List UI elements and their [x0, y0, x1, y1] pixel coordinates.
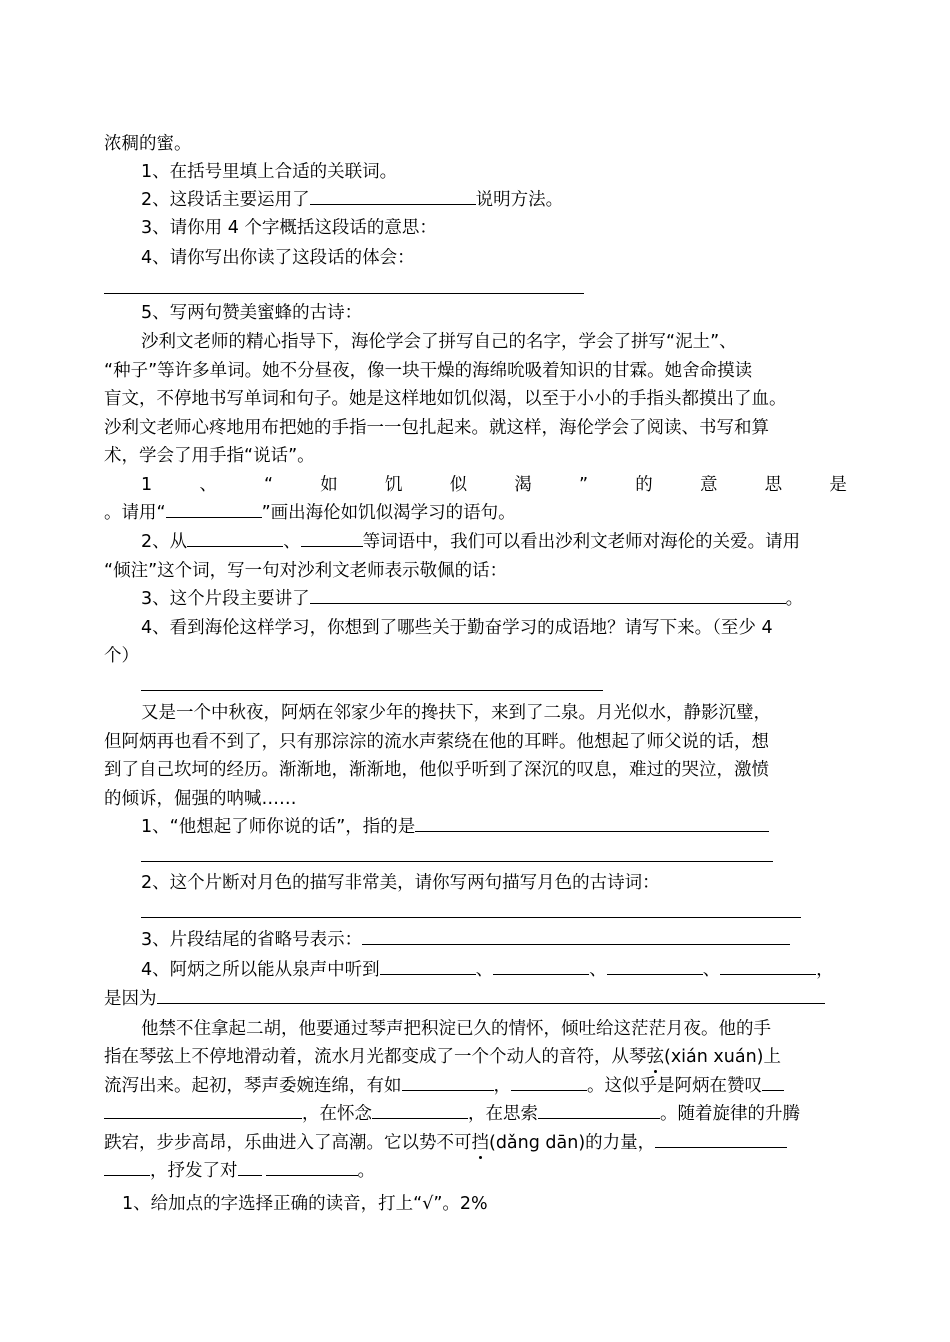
s4-l6-b: 。: [357, 1161, 375, 1181]
s2-q1-char: 是: [829, 475, 847, 495]
s2-answer-line[interactable]: [141, 690, 603, 691]
s4-l5-pinyin: (dǎng dān)的力量，: [489, 1133, 656, 1153]
s4-para-line-4: [104, 1100, 800, 1128]
s4-l3-comma: ，: [493, 1076, 511, 1096]
s3-q1-text: 1、“他想起了师你说的话”，指的是: [141, 817, 416, 837]
s4-para-line-1: 他禁不住拿起二胡，他要通过琴声把积淀已久的情怀，倾吐给这茫茫月夜。他的手: [141, 1019, 771, 1039]
s3-q4-blank-3[interactable]: [607, 956, 703, 975]
s4-blank-2[interactable]: [511, 1072, 587, 1091]
s2-q1-l2-suffix: ”画出海伦如饥似渴学习的语句。: [261, 503, 516, 523]
s2-q1-char: “: [264, 475, 274, 495]
s2-q3-suffix: 。: [785, 589, 804, 609]
s2-q1-char: 的: [635, 475, 653, 495]
passage-tail: 浓稠的蜜。: [104, 134, 192, 154]
s3-para-line-1: 又是一个中秋夜，阿炳在邻家少年的搀扶下，来到了二泉。月光似水，静影沉璧，: [141, 703, 771, 723]
s4-blank-6[interactable]: [655, 1129, 787, 1148]
s4-blank-7[interactable]: [238, 1157, 262, 1176]
dotted-char-xian: 弦: [646, 1047, 664, 1067]
s1-q2-prefix: 2、这段话主要运用了: [141, 190, 310, 210]
s4-para-line-5: [104, 1129, 787, 1157]
s3-q4-l2-text: 是因为: [104, 989, 157, 1009]
s1-question-1: 1、在括号里填上合适的关联词。: [141, 162, 398, 182]
s2-q2-prefix: 2、从: [141, 532, 188, 552]
s1-question-3: 3、请你用 4 个字概括这段话的意思：: [141, 218, 437, 238]
s2-para-line-2: “种子”等许多单词。她不分昼夜，像一块干燥的海绵吮吸着知识的甘霖。她舍命摸读: [104, 361, 753, 381]
s3-para-line-4: 的倾诉，倔强的呐喊……: [104, 789, 297, 809]
s3-q4-reason-blank[interactable]: [157, 985, 825, 1004]
s4-blank-4[interactable]: [372, 1100, 468, 1119]
s4-l4-a: ，在怀念: [302, 1104, 372, 1124]
s4-para-line-3: [104, 1072, 784, 1100]
s2-q1-char: 、: [199, 475, 217, 495]
s3-q4-sep: 、: [702, 960, 721, 980]
s2-q3-blank[interactable]: [310, 585, 786, 604]
s1-question-5: 5、写两句赞美蜜蜂的古诗：: [141, 303, 363, 323]
s4-para-line-2: [104, 1043, 781, 1071]
s2-question-1: [141, 471, 847, 499]
s1-answer-line[interactable]: [104, 293, 584, 294]
s1-question-4: 4、请你写出你读了这段话的体会：: [141, 248, 415, 268]
s4-l2-pinyin: (xián xuán)上: [664, 1047, 782, 1067]
s4-blank-3-cont[interactable]: [104, 1100, 302, 1119]
s2-q1-char: 如: [320, 475, 338, 495]
s4-l4-c: 。随着旋律的升腾: [660, 1104, 800, 1124]
s3-q2-answer-line[interactable]: [141, 917, 801, 918]
s2-q1-l2-prefix: 。请用“: [104, 503, 166, 523]
s3-question-4: [141, 956, 834, 984]
s3-q4-prefix: 4、阿炳之所以能从泉声中听到: [141, 960, 380, 980]
s3-question-1: [141, 813, 769, 841]
s4-blank-1[interactable]: [402, 1072, 494, 1091]
s2-q2-sep: 、: [283, 532, 301, 552]
s3-question-2: 2、这个片断对月色的描写非常美，请你写两句描写月色的古诗词：: [141, 873, 660, 893]
s3-q1-blank[interactable]: [415, 813, 769, 832]
s2-para-line-4: 沙利文老师心疼地用布把她的手指一一包扎起来。就这样，海伦学会了阅读、书写和算: [104, 418, 769, 438]
s4-blank-5[interactable]: [538, 1100, 660, 1119]
s3-q4-sep: 、: [589, 960, 607, 980]
s2-para-line-3: 盲文，不停地书写单词和句子。她是这样地如饥似渴，以至于小小的手指头都摸出了血。: [104, 389, 787, 409]
s2-question-1-cont: [104, 499, 516, 527]
s3-q4-sep: 、: [475, 960, 494, 980]
s2-q1-char: 饥: [384, 475, 403, 495]
s2-q2-blank-1[interactable]: [187, 528, 283, 547]
s4-blank-8[interactable]: [266, 1157, 358, 1176]
s2-q1-char: 1: [141, 475, 153, 495]
s2-para-line-5: 术，学会了用手指“说话”。: [104, 446, 315, 466]
s2-question-4: 4、看到海伦这样学习，你想到了哪些关于勤奋学习的成语地？请写下来。（至少 4: [141, 618, 773, 638]
s3-q3-text: 3、片段结尾的省略号表示：: [141, 930, 363, 950]
s4-l2-prefix: 指在琴弦上不停地滑动着，流水月光都变成了一个个动人的音符，从琴: [104, 1047, 647, 1067]
s3-question-4-cont: [104, 985, 825, 1013]
s4-l6-a: ，抒发了对: [150, 1161, 238, 1181]
s2-q3-prefix: 3、这个片段主要讲了: [141, 589, 310, 609]
dotted-char-dang: 挡: [471, 1133, 489, 1153]
s4-blank-3[interactable]: [762, 1072, 784, 1091]
s3-q4-blank-4[interactable]: [720, 956, 816, 975]
s4-l4-b: ，在思索: [468, 1104, 538, 1124]
s4-l5-prefix: 跌宕，步步高昂，乐曲进入了高潮。它以势不可: [104, 1133, 472, 1153]
s2-q1-blank[interactable]: [166, 499, 262, 518]
s1-q2-blank[interactable]: [310, 186, 476, 205]
s2-q1-char: 意: [699, 475, 718, 495]
s3-q1-answer-line[interactable]: [141, 861, 773, 862]
s2-question-2-cont: “倾注”这个词，写一句对沙利文老师表示敬佩的话：: [104, 561, 508, 581]
s1-question-2: [141, 186, 563, 214]
s4-question-1: 1、给加点的字选择正确的读音，打上“√”。2%: [122, 1194, 488, 1214]
s2-question-4-cont: 个）: [104, 646, 139, 666]
s4-l3-prefix: 流泻出来。起初，琴声委婉连绵，有如: [104, 1076, 402, 1096]
s2-q1-char: 思: [764, 475, 783, 495]
s4-blank-6-cont[interactable]: [104, 1157, 150, 1176]
s3-q4-blank-1[interactable]: [380, 956, 476, 975]
s2-q2-blank-2[interactable]: [301, 528, 363, 547]
s2-question-3: [141, 585, 803, 613]
s2-q1-char: 渴: [514, 475, 532, 495]
s2-q2-suffix: 等词语中，我们可以看出沙利文老师对海伦的关爱。请用: [362, 532, 801, 552]
s3-para-line-3: 到了自己坎坷的经历。渐渐地，渐渐地，他似乎听到了深沉的叹息，难过的哭泣，激愤: [104, 760, 769, 780]
s2-q1-char: 似: [449, 475, 468, 495]
s3-para-line-2: 但阿炳再也看不到了，只有那淙淙的流水声萦绕在他的耳畔。他想起了师父说的话，想: [104, 732, 769, 752]
s4-para-line-6: [104, 1157, 375, 1185]
s3-q3-blank[interactable]: [362, 926, 790, 945]
s2-q1-char: ”: [579, 475, 589, 495]
s3-q4-blank-2[interactable]: [493, 956, 589, 975]
s2-para-line-1: 沙利文老师的精心指导下，海伦学会了拼写自己的名字，学会了拼写“泥土”、: [141, 332, 737, 352]
s2-question-2: [141, 528, 800, 556]
s3-q4-comma: ，: [816, 960, 834, 980]
s3-question-3: [141, 926, 790, 954]
s4-l3-suffix: 。这似乎是阿炳在赞叹: [587, 1076, 762, 1096]
s1-q2-suffix: 说明方法。: [475, 190, 564, 210]
